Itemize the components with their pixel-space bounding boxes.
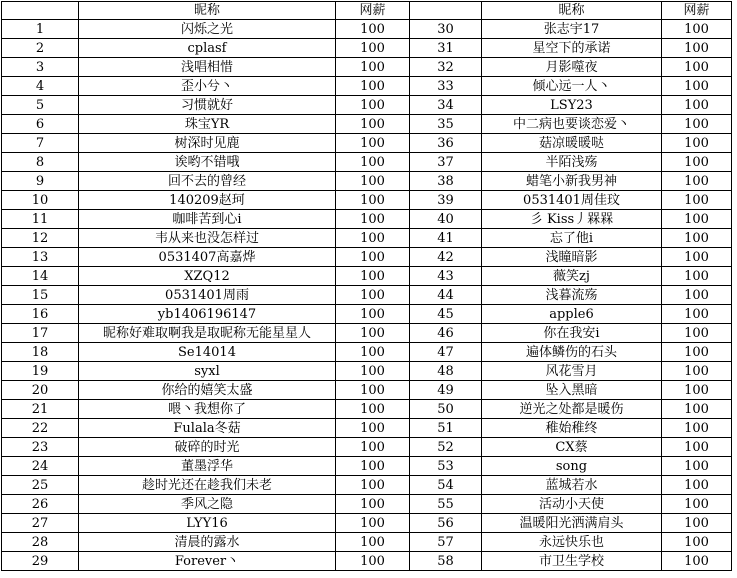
- table-row: [2, 210, 732, 229]
- nickname-cell-left[interactable]: 回不去的曾经: [79, 172, 336, 191]
- nickname-cell-right[interactable]: 月影噬夜: [482, 58, 662, 77]
- nickname-cell-right[interactable]: 倾心远一人丶: [482, 77, 662, 96]
- salary-cell-right[interactable]: 100: [662, 20, 732, 39]
- nickname-cell-left[interactable]: Forever丶: [79, 552, 336, 571]
- nickname-cell-right[interactable]: 蜡笔小新我男神: [482, 172, 662, 191]
- table-row: [2, 514, 732, 533]
- salary-cell-right[interactable]: 100: [662, 343, 732, 362]
- row-number-right[interactable]: 41: [410, 229, 482, 248]
- nickname-cell-right[interactable]: 星空下的承诺: [482, 39, 662, 58]
- nickname-cell-left[interactable]: 破碎的时光: [79, 438, 336, 457]
- nickname-cell-left[interactable]: 韦从来也没怎样过: [79, 229, 336, 248]
- nickname-cell-right[interactable]: apple6: [482, 305, 662, 324]
- nickname-cell-left[interactable]: cplasf: [79, 39, 336, 58]
- row-number-left[interactable]: 4: [2, 77, 79, 96]
- salary-cell-right[interactable]: 100: [662, 419, 732, 438]
- table-row: [2, 172, 732, 191]
- salary-cell-right[interactable]: 100: [662, 552, 732, 571]
- salary-cell-left[interactable]: 100: [336, 58, 410, 77]
- table-row: [2, 362, 732, 381]
- nickname-cell-left[interactable]: 清晨的露水: [79, 533, 336, 552]
- row-number-left[interactable]: 22: [2, 419, 79, 438]
- nickname-cell-right[interactable]: CX蔡: [482, 438, 662, 457]
- row-number-right[interactable]: 53: [410, 457, 482, 476]
- row-number-right[interactable]: 39: [410, 191, 482, 210]
- table-row: [2, 39, 732, 58]
- nickname-cell-left[interactable]: 昵称好难取啊我是取昵称无能星星人: [79, 324, 336, 343]
- table-row: [2, 495, 732, 514]
- table-body: [2, 2, 732, 571]
- row-number-left[interactable]: 26: [2, 495, 79, 514]
- nickname-cell-right[interactable]: 风花雪月: [482, 362, 662, 381]
- row-number-right[interactable]: 52: [410, 438, 482, 457]
- salary-cell-right[interactable]: 100: [662, 476, 732, 495]
- row-number-left[interactable]: 23: [2, 438, 79, 457]
- row-number-right[interactable]: 35: [410, 115, 482, 134]
- header-row: [2, 2, 732, 20]
- row-number-right[interactable]: 33: [410, 77, 482, 96]
- row-number-right[interactable]: 48: [410, 362, 482, 381]
- salary-cell-left[interactable]: 100: [336, 476, 410, 495]
- row-number-right[interactable]: 58: [410, 552, 482, 571]
- row-number-right[interactable]: 42: [410, 248, 482, 267]
- row-number-right[interactable]: 40: [410, 210, 482, 229]
- salary-cell-right[interactable]: 100: [662, 438, 732, 457]
- salary-cell-right[interactable]: 100: [662, 286, 732, 305]
- row-number-right[interactable]: 57: [410, 533, 482, 552]
- salary-cell-right[interactable]: 100: [662, 96, 732, 115]
- table-row: [2, 381, 732, 400]
- nickname-cell-right[interactable]: 菇凉暖暖哒: [482, 134, 662, 153]
- row-number-right[interactable]: 43: [410, 267, 482, 286]
- salary-cell-left[interactable]: 100: [336, 39, 410, 58]
- table-row: [2, 305, 732, 324]
- salary-cell-left[interactable]: 100: [336, 514, 410, 533]
- nickname-cell-right[interactable]: 你在我安i: [482, 324, 662, 343]
- salary-cell-right[interactable]: 100: [662, 362, 732, 381]
- salary-cell-left[interactable]: 100: [336, 210, 410, 229]
- table-row: [2, 96, 732, 115]
- salary-cell-left[interactable]: 100: [336, 381, 410, 400]
- row-number-left[interactable]: 24: [2, 457, 79, 476]
- row-number-left[interactable]: 7: [2, 134, 79, 153]
- nickname-cell-left[interactable]: 你给的嬉笑太盛: [79, 381, 336, 400]
- nickname-cell-right[interactable]: song: [482, 457, 662, 476]
- table-row: [2, 191, 732, 210]
- row-number-right[interactable]: 37: [410, 153, 482, 172]
- table-row: [2, 286, 732, 305]
- nickname-cell-left[interactable]: 树深时见鹿: [79, 134, 336, 153]
- salary-cell-right[interactable]: 100: [662, 267, 732, 286]
- nickname-cell-left[interactable]: LYY16: [79, 514, 336, 533]
- salary-cell-right[interactable]: 100: [662, 305, 732, 324]
- nickname-cell-right[interactable]: 浅暮流殇: [482, 286, 662, 305]
- nickname-cell-left[interactable]: 喂丶我想你了: [79, 400, 336, 419]
- salary-cell-left[interactable]: 100: [336, 115, 410, 134]
- salary-cell-right[interactable]: 100: [662, 153, 732, 172]
- salary-cell-right[interactable]: 100: [662, 457, 732, 476]
- salary-cell-left[interactable]: 100: [336, 248, 410, 267]
- nickname-cell-right[interactable]: 忘了他i: [482, 229, 662, 248]
- table-row: [2, 248, 732, 267]
- salary-cell-right[interactable]: 100: [662, 514, 732, 533]
- salary-cell-left[interactable]: 100: [336, 495, 410, 514]
- salary-cell-right[interactable]: 100: [662, 229, 732, 248]
- salary-cell-left[interactable]: 100: [336, 533, 410, 552]
- row-number-left[interactable]: 8: [2, 153, 79, 172]
- nickname-cell-right[interactable]: 遍体鳞伤的石头: [482, 343, 662, 362]
- table-row: [2, 267, 732, 286]
- salary-cell-right[interactable]: 100: [662, 210, 732, 229]
- salary-cell-right[interactable]: 100: [662, 77, 732, 96]
- table-row: [2, 77, 732, 96]
- nickname-cell-left[interactable]: 董墨浮华: [79, 457, 336, 476]
- header-number-left[interactable]: [2, 2, 79, 20]
- salary-cell-right[interactable]: 100: [662, 324, 732, 343]
- nickname-cell-right[interactable]: 蓝城若水: [482, 476, 662, 495]
- row-number-left[interactable]: 5: [2, 96, 79, 115]
- nickname-cell-right[interactable]: 市卫生学校: [482, 552, 662, 571]
- salary-cell-left[interactable]: 100: [336, 267, 410, 286]
- salary-cell-left[interactable]: 100: [336, 343, 410, 362]
- nickname-cell-right[interactable]: 坠入黑暗: [482, 381, 662, 400]
- nickname-cell-left[interactable]: 习惯就好: [79, 96, 336, 115]
- table-row: [2, 58, 732, 77]
- nickname-cell-left[interactable]: XZQ12: [79, 267, 336, 286]
- row-number-left[interactable]: 18: [2, 343, 79, 362]
- row-number-right[interactable]: 49: [410, 381, 482, 400]
- salary-cell-left[interactable]: 100: [336, 362, 410, 381]
- nickname-cell-left[interactable]: 趁时光还在趁我们未老: [79, 476, 336, 495]
- table-row: [2, 419, 732, 438]
- row-number-left[interactable]: 15: [2, 286, 79, 305]
- row-number-right[interactable]: 47: [410, 343, 482, 362]
- nickname-cell-left[interactable]: syxl: [79, 362, 336, 381]
- row-number-right[interactable]: 36: [410, 134, 482, 153]
- row-number-left[interactable]: 16: [2, 305, 79, 324]
- row-number-left[interactable]: 14: [2, 267, 79, 286]
- nickname-cell-left[interactable]: 咖啡苦到心i: [79, 210, 336, 229]
- salary-cell-left[interactable]: 100: [336, 172, 410, 191]
- nickname-cell-right[interactable]: 浅瞳暗影: [482, 248, 662, 267]
- salary-cell-left[interactable]: 100: [336, 96, 410, 115]
- nickname-cell-left[interactable]: yb1406196147: [79, 305, 336, 324]
- nickname-cell-left[interactable]: Se14014: [79, 343, 336, 362]
- row-number-right[interactable]: 34: [410, 96, 482, 115]
- salary-cell-right[interactable]: 100: [662, 172, 732, 191]
- salary-cell-right[interactable]: 100: [662, 533, 732, 552]
- row-number-left[interactable]: 28: [2, 533, 79, 552]
- nickname-cell-left[interactable]: Fulala冬菇: [79, 419, 336, 438]
- row-number-left[interactable]: 11: [2, 210, 79, 229]
- salary-cell-right[interactable]: 100: [662, 495, 732, 514]
- row-number-left[interactable]: 19: [2, 362, 79, 381]
- salary-cell-left[interactable]: 100: [336, 191, 410, 210]
- nickname-cell-right[interactable]: 0531401周佳玟: [482, 191, 662, 210]
- nickname-cell-right[interactable]: 稚始稚终: [482, 419, 662, 438]
- table-row: [2, 533, 732, 552]
- salary-cell-left[interactable]: 100: [336, 286, 410, 305]
- nickname-cell-right[interactable]: 中二病也要谈恋爱丶: [482, 115, 662, 134]
- salary-cell-right[interactable]: 100: [662, 115, 732, 134]
- row-number-right[interactable]: 30: [410, 20, 482, 39]
- nickname-cell-left[interactable]: 140209赵珂: [79, 191, 336, 210]
- table-row: [2, 457, 732, 476]
- row-number-left[interactable]: 27: [2, 514, 79, 533]
- row-number-right[interactable]: 38: [410, 172, 482, 191]
- salary-cell-right[interactable]: 100: [662, 39, 732, 58]
- table-row: [2, 400, 732, 419]
- table-row: [2, 115, 732, 134]
- row-number-left[interactable]: 17: [2, 324, 79, 343]
- nickname-cell-right[interactable]: 张志宇17: [482, 20, 662, 39]
- row-number-right[interactable]: 46: [410, 324, 482, 343]
- row-number-left[interactable]: 6: [2, 115, 79, 134]
- salary-cell-left[interactable]: 100: [336, 457, 410, 476]
- row-number-left[interactable]: 29: [2, 552, 79, 571]
- header-salary-left[interactable]: 网薪: [336, 2, 410, 20]
- table-row: [2, 20, 732, 39]
- row-number-left[interactable]: 13: [2, 248, 79, 267]
- salary-cell-left[interactable]: 100: [336, 20, 410, 39]
- salary-cell-left[interactable]: 100: [336, 419, 410, 438]
- row-number-left[interactable]: 3: [2, 58, 79, 77]
- nickname-cell-right[interactable]: 半陌浅殇: [482, 153, 662, 172]
- row-number-right[interactable]: 51: [410, 419, 482, 438]
- row-number-right[interactable]: 31: [410, 39, 482, 58]
- salary-cell-left[interactable]: 100: [336, 438, 410, 457]
- row-number-right[interactable]: 50: [410, 400, 482, 419]
- salary-cell-left[interactable]: 100: [336, 77, 410, 96]
- nickname-cell-right[interactable]: 永远快乐也: [482, 533, 662, 552]
- salary-cell-right[interactable]: 100: [662, 58, 732, 77]
- row-number-left[interactable]: 12: [2, 229, 79, 248]
- salary-cell-left[interactable]: 100: [336, 552, 410, 571]
- salary-cell-left[interactable]: 100: [336, 229, 410, 248]
- nickname-cell-left[interactable]: 浅唱相惜: [79, 58, 336, 77]
- row-number-left[interactable]: 2: [2, 39, 79, 58]
- salary-cell-right[interactable]: 100: [662, 191, 732, 210]
- nickname-cell-right[interactable]: 逆光之处都是暖伤: [482, 400, 662, 419]
- salary-cell-right[interactable]: 100: [662, 248, 732, 267]
- nickname-cell-left[interactable]: 珠宝YR: [79, 115, 336, 134]
- row-number-left[interactable]: 25: [2, 476, 79, 495]
- header-nickname-left[interactable]: 昵称: [79, 2, 336, 20]
- nickname-cell-right[interactable]: LSY23: [482, 96, 662, 115]
- table-row: [2, 552, 732, 571]
- table-row: [2, 229, 732, 248]
- salary-table: [1, 1, 732, 571]
- table-row: [2, 343, 732, 362]
- nickname-cell-right[interactable]: 薇笑zj: [482, 267, 662, 286]
- nickname-cell-right[interactable]: 彡 Kiss丿槑槑: [482, 210, 662, 229]
- nickname-cell-left[interactable]: 0531407高嘉烨: [79, 248, 336, 267]
- table-row: [2, 134, 732, 153]
- row-number-left[interactable]: 1: [2, 20, 79, 39]
- nickname-cell-right[interactable]: 活动小天使: [482, 495, 662, 514]
- table-row: [2, 324, 732, 343]
- header-salary-right[interactable]: 网薪: [662, 2, 732, 20]
- row-number-left[interactable]: 20: [2, 381, 79, 400]
- salary-cell-left[interactable]: 100: [336, 305, 410, 324]
- row-number-right[interactable]: 44: [410, 286, 482, 305]
- table-row: [2, 438, 732, 457]
- nickname-cell-right[interactable]: 温暖阳光洒满肩头: [482, 514, 662, 533]
- salary-cell-left[interactable]: 100: [336, 400, 410, 419]
- salary-cell-right[interactable]: 100: [662, 381, 732, 400]
- nickname-cell-left[interactable]: 0531401周雨: [79, 286, 336, 305]
- salary-cell-right[interactable]: 100: [662, 134, 732, 153]
- table-row: [2, 153, 732, 172]
- header-nickname-right[interactable]: 昵称: [482, 2, 662, 20]
- row-number-left[interactable]: 9: [2, 172, 79, 191]
- row-number-right[interactable]: 54: [410, 476, 482, 495]
- row-number-right[interactable]: 45: [410, 305, 482, 324]
- salary-cell-right[interactable]: 100: [662, 400, 732, 419]
- nickname-cell-left[interactable]: 闪烁之光: [79, 20, 336, 39]
- table-row: [2, 476, 732, 495]
- salary-cell-left[interactable]: 100: [336, 134, 410, 153]
- nickname-cell-left[interactable]: 诶哟不错哦: [79, 153, 336, 172]
- salary-cell-left[interactable]: 100: [336, 324, 410, 343]
- row-number-right[interactable]: 55: [410, 495, 482, 514]
- row-number-right[interactable]: 32: [410, 58, 482, 77]
- header-number-right[interactable]: [410, 2, 482, 20]
- row-number-left[interactable]: 21: [2, 400, 79, 419]
- nickname-cell-left[interactable]: 歪小兮丶: [79, 77, 336, 96]
- nickname-cell-left[interactable]: 季风之隐: [79, 495, 336, 514]
- row-number-right[interactable]: 56: [410, 514, 482, 533]
- row-number-left[interactable]: 10: [2, 191, 79, 210]
- salary-cell-left[interactable]: 100: [336, 153, 410, 172]
